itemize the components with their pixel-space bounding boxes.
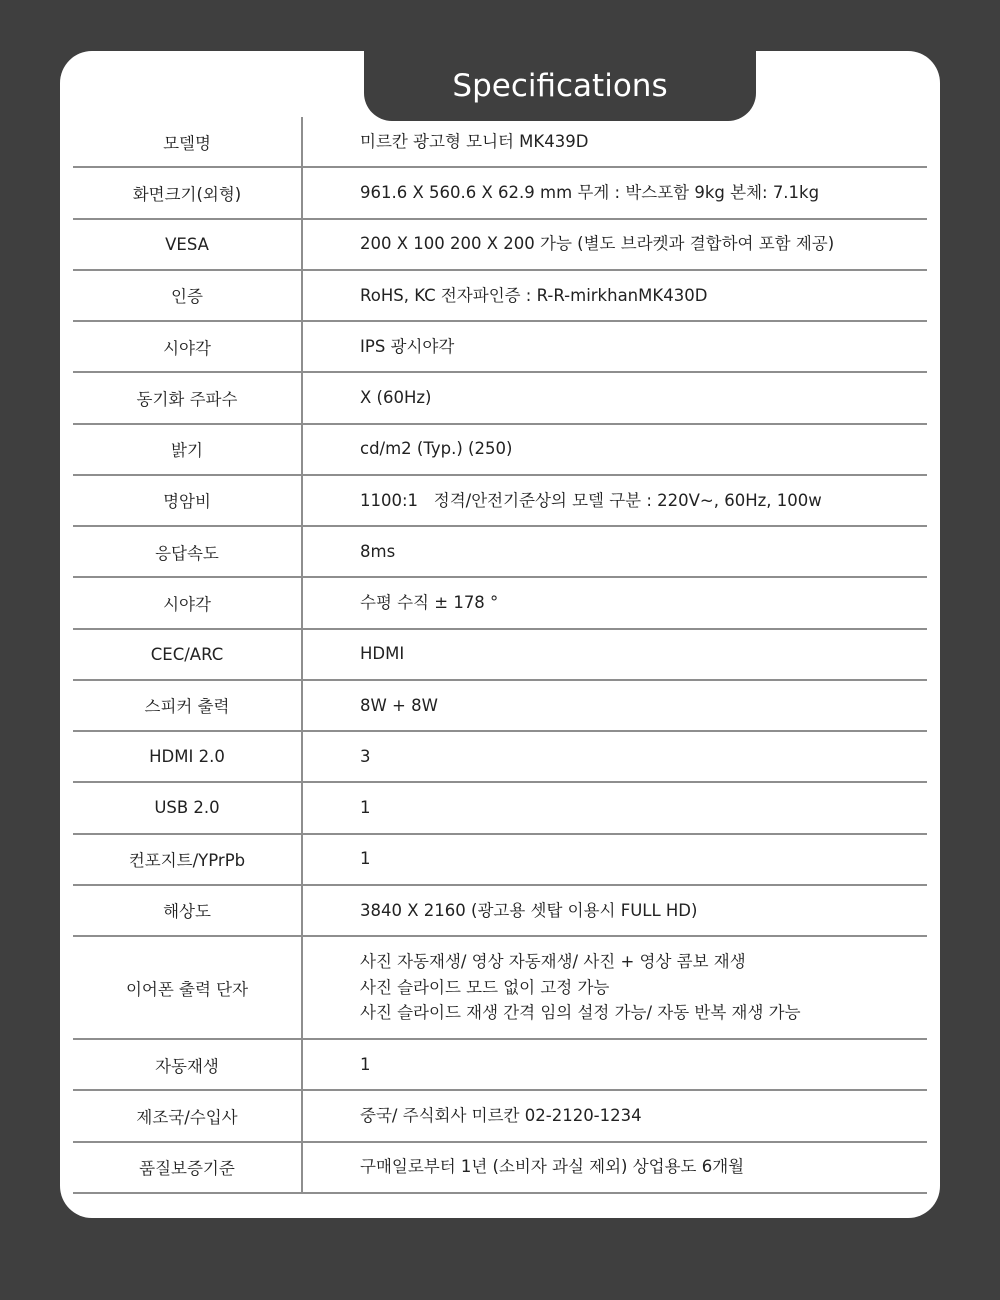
spec-value-line: 미르칸 광고형 모니터 MK439D: [360, 131, 589, 151]
table-row: [73, 425, 927, 476]
title-tab: [364, 51, 756, 121]
spec-value-line: 1: [360, 1054, 371, 1074]
spec-value: [303, 373, 927, 422]
spec-label: 제조국/수입사: [73, 1091, 303, 1140]
spec-value-line: 8ms: [360, 541, 396, 561]
spec-value-line: 200 X 100 200 X 200 가능 (별도 브라켓과 결합하여 포함 제공): [360, 234, 835, 254]
table-row: [73, 168, 927, 219]
spec-value-line: 사진 자동재생/ 영상 자동재생/ 사진 + 영상 콤보 재생: [360, 952, 746, 972]
spec-value-line: 사진 슬라이드 모드 없이 고정 가능: [360, 977, 610, 997]
table-row: [73, 835, 927, 886]
spec-value: [303, 1091, 927, 1140]
spec-value-line: 수평 수직 ± 178 °: [360, 593, 499, 613]
spec-value: [303, 220, 927, 269]
spec-value-line: 961.6 X 560.6 X 62.9 mm 무게 : 박스포함 9kg 본체: 7.1kg: [360, 183, 820, 203]
spec-label: 이어폰 출력 단자: [73, 937, 303, 1038]
spec-value-line: X (60Hz): [360, 388, 432, 408]
table-row: [73, 1091, 927, 1142]
spec-value-line: cd/m2 (Typ.) (250): [360, 439, 513, 459]
spec-value: [303, 271, 927, 320]
page-title: Specifications: [452, 67, 668, 104]
table-row: [73, 1143, 927, 1194]
table-row: [73, 220, 927, 271]
table-row: [73, 271, 927, 322]
spec-value-line: 1100:1 정격/안전기준상의 모델 구분 : 220V~, 60Hz, 100w: [360, 490, 822, 510]
spec-value-line: 중국/ 주식회사 미르칸 02-2120-1234: [360, 1106, 642, 1126]
spec-value-line: HDMI: [360, 644, 405, 664]
spec-label: 품질보증기준: [73, 1143, 303, 1192]
spec-value-line: 구매일로부터 1년 (소비자 과실 제외) 상업용도 6개월: [360, 1157, 745, 1177]
spec-value: [303, 168, 927, 217]
spec-label: 인증: [73, 271, 303, 320]
table-row: [73, 476, 927, 527]
spec-label: 컨포지트/YPrPb: [73, 835, 303, 884]
spec-value: [303, 1143, 927, 1192]
spec-label: 해상도: [73, 886, 303, 935]
spec-value-line: 3840 X 2160 (광고용 셋탑 이용시 FULL HD): [360, 900, 698, 920]
spec-value: [303, 322, 927, 371]
table-row: [73, 373, 927, 424]
spec-value: [303, 1040, 927, 1089]
spec-label: 모델명: [73, 117, 303, 166]
table-row: [73, 578, 927, 629]
spec-label: 화면크기(외형): [73, 168, 303, 217]
table-row: [73, 681, 927, 732]
table-row: [73, 322, 927, 373]
spec-value: [303, 783, 927, 832]
table-row: [73, 732, 927, 783]
spec-value-line: IPS 광시야각: [360, 336, 455, 356]
spec-table: [73, 117, 927, 1194]
table-row: [73, 783, 927, 834]
spec-label: VESA: [73, 220, 303, 269]
spec-label: 시야각: [73, 578, 303, 627]
spec-label: 명암비: [73, 476, 303, 525]
table-row: [73, 630, 927, 681]
spec-label: 시야각: [73, 322, 303, 371]
spec-value: [303, 835, 927, 884]
spec-value-line: 1: [360, 798, 371, 818]
spec-value-line: RoHS, KC 전자파인증 : R-R-mirkhanMK430D: [360, 285, 708, 305]
spec-value-line: 3: [360, 746, 371, 766]
spec-label: HDMI 2.0: [73, 732, 303, 781]
spec-label: USB 2.0: [73, 783, 303, 832]
spec-value: [303, 886, 927, 935]
spec-label: 동기화 주파수: [73, 373, 303, 422]
spec-value-line: 사진 슬라이드 재생 간격 임의 설정 가능/ 자동 반복 재생 가능: [360, 1003, 801, 1023]
spec-value: [303, 732, 927, 781]
spec-label: 밝기: [73, 425, 303, 474]
table-row: [73, 527, 927, 578]
spec-value: [303, 476, 927, 525]
table-row: [73, 937, 927, 1040]
spec-label: 응답속도: [73, 527, 303, 576]
spec-value: [303, 681, 927, 730]
spec-label: 자동재생: [73, 1040, 303, 1089]
spec-label: CEC/ARC: [73, 630, 303, 679]
spec-value-line: 8W + 8W: [360, 695, 438, 715]
spec-value: [303, 937, 927, 1038]
spec-value: [303, 425, 927, 474]
spec-value: [303, 630, 927, 679]
spec-value: [303, 578, 927, 627]
spec-value: [303, 117, 927, 166]
table-row: [73, 886, 927, 937]
spec-label: 스피커 출력: [73, 681, 303, 730]
spec-value-line: 1: [360, 849, 371, 869]
table-row: [73, 1040, 927, 1091]
spec-value: [303, 527, 927, 576]
table-row: [73, 117, 927, 168]
